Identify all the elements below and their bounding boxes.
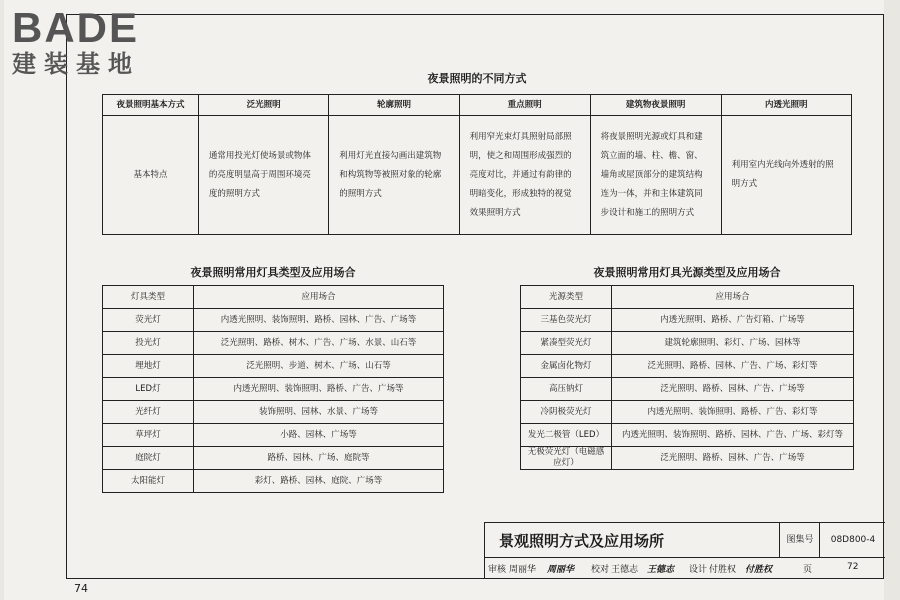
designer-name: 付胜权 [709, 565, 737, 575]
source-usage: 内透光照明、路桥、广告灯箱、广场等 [612, 309, 854, 332]
drawing-title: 景观照明方式及应用场所 [499, 532, 665, 550]
table-row [103, 332, 444, 355]
fixtures-title: 夜景照明常用灯具类型及应用场合 [190, 266, 356, 279]
watermark-subtitle: 建装基地 [12, 50, 140, 78]
methods-cell: 利用窄光束灯具照射局部照明，使之和周围形成强烈的亮度对比，并通过有韵律的明暗变化，形成独特的视觉效果照明方式 [459, 116, 590, 235]
designer-signature: 付胜权 [745, 565, 773, 575]
table-row [103, 470, 444, 493]
title-block-row-title [485, 523, 885, 558]
atlas-label: 图集号 [779, 523, 820, 557]
fixtures-header-row [103, 286, 444, 309]
table-row [521, 447, 854, 470]
title-block [484, 522, 885, 579]
page-label: 页 [803, 565, 813, 575]
source-usage: 泛光照明、路桥、园林、广告、广场等 [612, 378, 854, 401]
sources-header: 应用场合 [612, 286, 854, 309]
methods-row-label: 基本特点 [103, 116, 199, 235]
table-row [521, 309, 854, 332]
fixture-type: 庭院灯 [103, 447, 194, 470]
reviewer-name: 周丽华 [509, 565, 537, 575]
fixture-type: 光纤灯 [103, 401, 194, 424]
fixtures-header: 灯具类型 [103, 286, 194, 309]
watermark-logo [12, 6, 140, 78]
fixture-type: 埋地灯 [103, 355, 194, 378]
source-type: 发光二极管（LED） [521, 424, 612, 447]
source-usage: 内透光照明、装饰照明、路桥、园林、广告、广场、彩灯等 [612, 424, 854, 447]
source-usage: 建筑轮廓照明、彩灯、广场、园林等 [612, 332, 854, 355]
table-row [521, 424, 854, 447]
checker-signature: 王德志 [647, 565, 675, 575]
fixture-usage: 彩灯、路桥、园林、庭院、广场等 [194, 470, 444, 493]
methods-table [102, 94, 852, 235]
fixture-type: 太阳能灯 [103, 470, 194, 493]
methods-header: 轮廓照明 [329, 95, 459, 116]
sources-header: 光源类型 [521, 286, 612, 309]
methods-cell: 利用灯光直接勾画出建筑物和构筑物等被照对象的轮廓的照明方式 [329, 116, 459, 235]
title-block-row-signatures [485, 558, 885, 579]
fixture-type: 草坪灯 [103, 424, 194, 447]
watermark-brand: BADE [12, 4, 140, 51]
table-row [521, 332, 854, 355]
source-type: 紧凑型荧光灯 [521, 332, 612, 355]
methods-row [103, 116, 852, 235]
table-row [103, 401, 444, 424]
sources-title: 夜景照明常用灯具光源类型及应用场合 [593, 266, 781, 279]
reviewer-signature: 周丽华 [547, 565, 575, 575]
table-row [521, 355, 854, 378]
methods-title: 夜景照明的不同方式 [427, 72, 527, 85]
source-type: 无极荧光灯（电磁感应灯） [521, 447, 612, 470]
fixture-usage: 泛光照明、路桥、树木、广告、广场、水景、山石等 [194, 332, 444, 355]
atlas-number: 08D800-4 [819, 523, 886, 557]
methods-header: 建筑物夜景照明 [590, 95, 721, 116]
methods-header: 重点照明 [459, 95, 590, 116]
source-type: 三基色荧光灯 [521, 309, 612, 332]
source-usage: 泛光照明、路桥、园林、广告、广场、彩灯等 [612, 355, 854, 378]
fixtures-table [102, 285, 444, 493]
methods-cell: 将夜景照明光源或灯具和建筑立面的墙、柱、檐、窗、墙角或屋顶部分的建筑结构连为一体，并和主体建筑同步设计和施工的照明方式 [590, 116, 721, 235]
table-row [521, 401, 854, 424]
page-number-box: 72 [847, 562, 859, 572]
sources-header-row [521, 286, 854, 309]
source-usage: 泛光照明、路桥、园林、广告、广场等 [612, 447, 854, 470]
fixture-usage: 内透光照明、装饰照明、路桥、园林、广告、广场等 [194, 309, 444, 332]
table-row [103, 355, 444, 378]
sources-table [520, 285, 854, 470]
source-type: 高压钠灯 [521, 378, 612, 401]
fixture-usage: 泛光照明、步道、树木、广场、山石等 [194, 355, 444, 378]
methods-header: 夜景照明基本方式 [103, 95, 199, 116]
page-number: 74 [74, 582, 88, 595]
review-label: 审核 [488, 565, 507, 575]
fixtures-header: 应用场合 [194, 286, 444, 309]
fixture-usage: 小路、园林、广场等 [194, 424, 444, 447]
table-row [103, 309, 444, 332]
fixture-usage: 内透光照明、装饰照明、路桥、广告、广场等 [194, 378, 444, 401]
checker-name: 王德志 [611, 565, 639, 575]
fixture-usage: 路桥、园林、广场、庭院等 [194, 447, 444, 470]
table-row [103, 424, 444, 447]
table-row [103, 447, 444, 470]
methods-cell: 通常用投光灯使场景或物体的亮度明显高于周围环境亮度的照明方式 [198, 116, 328, 235]
methods-cell: 利用室内光线向外透射的照明方式 [721, 116, 851, 235]
methods-header: 泛光照明 [198, 95, 328, 116]
table-row [521, 378, 854, 401]
source-type: 冷阴极荧光灯 [521, 401, 612, 424]
table-row [103, 378, 444, 401]
drawing-sheet [4, 0, 884, 600]
methods-header-row [103, 95, 852, 116]
fixture-usage: 装饰照明、园林、水景、广场等 [194, 401, 444, 424]
fixture-type: LED灯 [103, 378, 194, 401]
check-label: 校对 [591, 565, 610, 575]
source-type: 金属卤化物灯 [521, 355, 612, 378]
fixture-type: 荧光灯 [103, 309, 194, 332]
fixture-type: 投光灯 [103, 332, 194, 355]
methods-header: 内透光照明 [721, 95, 851, 116]
source-usage: 内透光照明、装饰照明、路桥、广告、彩灯等 [612, 401, 854, 424]
design-label: 设计 [689, 565, 708, 575]
